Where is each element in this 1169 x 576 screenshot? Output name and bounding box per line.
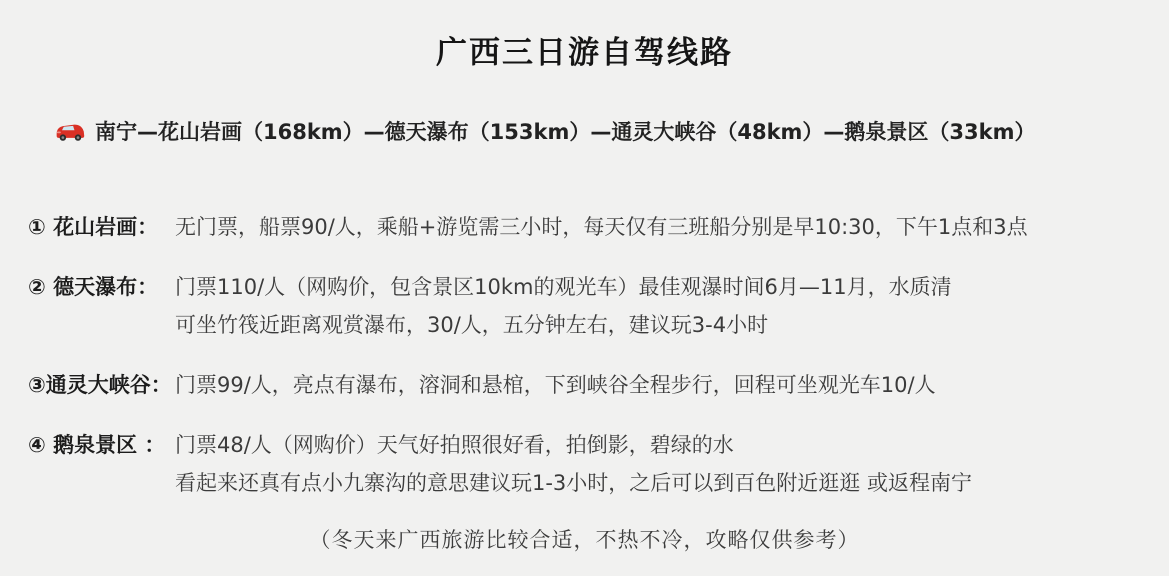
item-label: ① 花山岩画： — [28, 215, 159, 239]
red-car-icon — [54, 120, 86, 142]
item-content — [175, 268, 1139, 344]
footnote: （冬天来广西旅游比较合适，不热不冷，攻略仅供参考） — [309, 528, 860, 552]
route-text: 南宁—花山岩画（168km）—德天瀑布（153km）—通灵大峡谷（48km）—鹅泉景区（33km） — [95, 120, 1036, 144]
item-content — [175, 426, 1139, 502]
item-text-line: 看起来还真有点小九寨沟的意思建议玩1-3小时，之后可以到百色附近逛逛 或返程南宁 — [175, 471, 972, 495]
item-text-line: 可坐竹筏近距离观赏瀑布，30/人，五分钟左右，建议玩3-4小时 — [175, 313, 769, 337]
list-item-detian — [28, 268, 1139, 344]
item-text-line: 门票48/人（网购价）天气好拍照很好看，拍倒影，碧绿的水 — [175, 433, 734, 457]
item-label: ② 德天瀑布： — [28, 275, 159, 299]
attraction-list — [0, 208, 1169, 502]
item-label: ③通灵大峡谷： — [28, 373, 172, 397]
item-content — [175, 366, 1139, 404]
item-text-line: 无门票，船票90/人，乘船+游览需三小时，每天仅有三班船分别是早10:30，下午1点和3点 — [175, 215, 1028, 239]
list-item-tongling — [28, 366, 1139, 404]
item-text-line: 门票99/人，亮点有瀑布，溶洞和悬棺，下到峡谷全程步行，回程可坐观光车10/人 — [175, 373, 936, 397]
list-item-equan — [28, 426, 1139, 502]
page-title: 广西三日游自驾线路 — [436, 35, 733, 71]
item-text-line: 门票110/人（网购价，包含景区10km的观光车）最佳观瀑时间6月—11月，水质清 — [175, 275, 952, 299]
item-content — [175, 208, 1139, 246]
item-label: ④ 鹅泉景区 ： — [28, 433, 166, 457]
list-item-huashan — [28, 208, 1139, 246]
route-line — [0, 116, 1169, 146]
